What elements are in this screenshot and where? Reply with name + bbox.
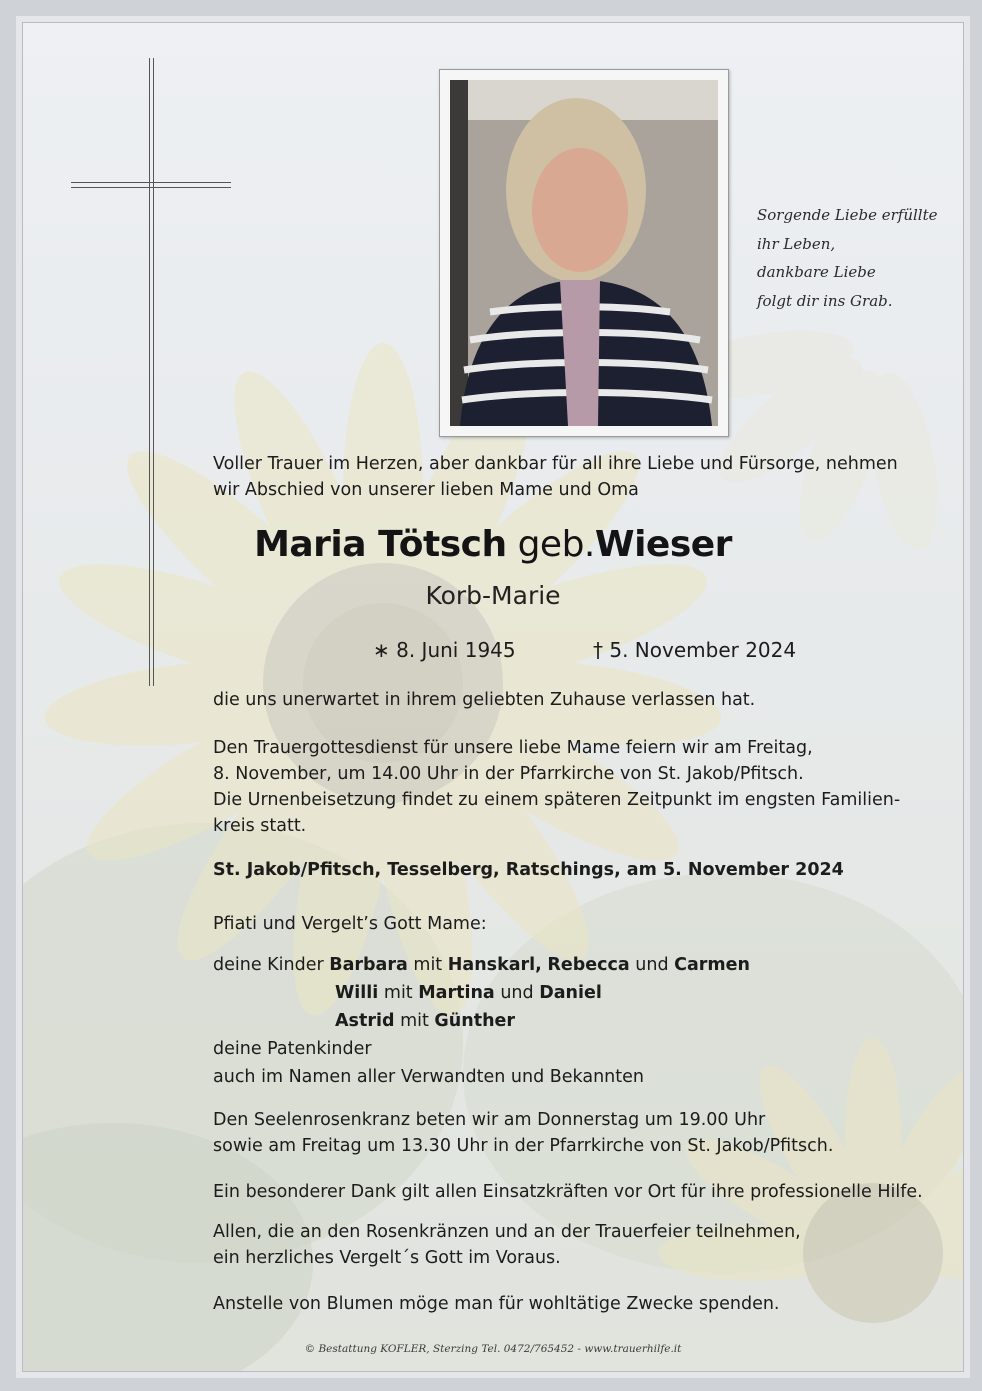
- portrait-photo: [450, 80, 718, 426]
- service-line: kreis statt.: [213, 816, 307, 836]
- family-names: Willi mit Martina und Daniel: [335, 983, 602, 1003]
- portrait-frame: [439, 69, 729, 437]
- nee-label: geb.: [517, 524, 595, 565]
- advance-thanks-line: ein herzliches Vergelt´s Gott im Voraus.: [213, 1248, 561, 1268]
- funeral-service-text: [213, 735, 900, 839]
- advance-thanks-line: Allen, die an den Rosenkränzen und an der Trauerfeier teilnehmen,: [213, 1222, 801, 1242]
- rosary-text: [213, 1107, 833, 1159]
- advance-thanks-text: [213, 1219, 801, 1271]
- intro-line: Voller Trauer im Herzen, aber dankbar für all ihre Liebe und Fürsorge, nehmen: [213, 454, 898, 474]
- deceased-name: [23, 521, 963, 569]
- rosary-line: sowie am Freitag um 13.30 Uhr in der Pfarrkirche von St. Jakob/Pfitsch.: [213, 1136, 834, 1156]
- deceased-maiden-name: Wieser: [594, 524, 732, 565]
- children-label: deine Kinder Barbara mit Hanskarl, Rebecca und Carmen: [213, 955, 750, 975]
- deceased-first-last-name: Maria Tötsch: [254, 524, 507, 565]
- family-names: Astrid mit Günther: [335, 1011, 516, 1031]
- memorial-quote: [757, 201, 957, 315]
- quote-line: folgt dir ins Grab.: [757, 291, 893, 310]
- service-line: 8. November, um 14.00 Uhr in der Pfarrkirche von St. Jakob/Pfitsch.: [213, 764, 804, 784]
- quote-line: Sorgende Liebe erfüllte: [757, 206, 938, 224]
- deceased-nickname: Korb-Marie: [425, 581, 561, 610]
- godchildren-label: deine Patenkinder: [213, 1039, 372, 1059]
- service-line: Die Urnenbeisetzung findet zu einem späteren Zeitpunkt im engsten Familien-: [213, 790, 901, 810]
- place-and-date: St. Jakob/Pfitsch, Tesselberg, Ratschings, am 5. November 2024: [213, 860, 844, 880]
- death-notice-sheet: [22, 22, 964, 1372]
- intro-line: wir Abschied von unserer lieben Mame und Oma: [213, 480, 639, 500]
- quote-line: dankbare Liebe: [757, 263, 876, 281]
- funeral-home-footer: © Bestattung KOFLER, Sterzing Tel. 0472/765452 - www.trauerhilfe.it: [304, 1343, 682, 1355]
- farewell-text: Pfiati und Vergelt’s Gott Mame:: [213, 914, 487, 934]
- quote-line: ihr Leben,: [757, 234, 836, 253]
- flowers-text: Anstelle von Blumen möge man für wohltätige Zwecke spenden.: [213, 1294, 780, 1314]
- rosary-line: Den Seelenrosenkranz beten wir am Donnerstag um 19.00 Uhr: [213, 1110, 766, 1130]
- birth-date: ∗ 8. Juni 1945: [373, 638, 516, 662]
- thanks-text: Ein besonderer Dank gilt allen Einsatzkräften vor Ort für ihre professionelle Hilfe.: [213, 1182, 923, 1202]
- death-date: † 5. November 2024: [593, 638, 797, 662]
- service-line: Den Trauergottesdienst für unsere liebe Mame feiern wir am Freitag,: [213, 738, 813, 758]
- passing-text: die uns unerwartet in ihrem geliebten Zuhause verlassen hat.: [213, 690, 756, 710]
- intro-text: [213, 451, 898, 503]
- relatives-label: auch im Namen aller Verwandten und Bekannten: [213, 1067, 644, 1087]
